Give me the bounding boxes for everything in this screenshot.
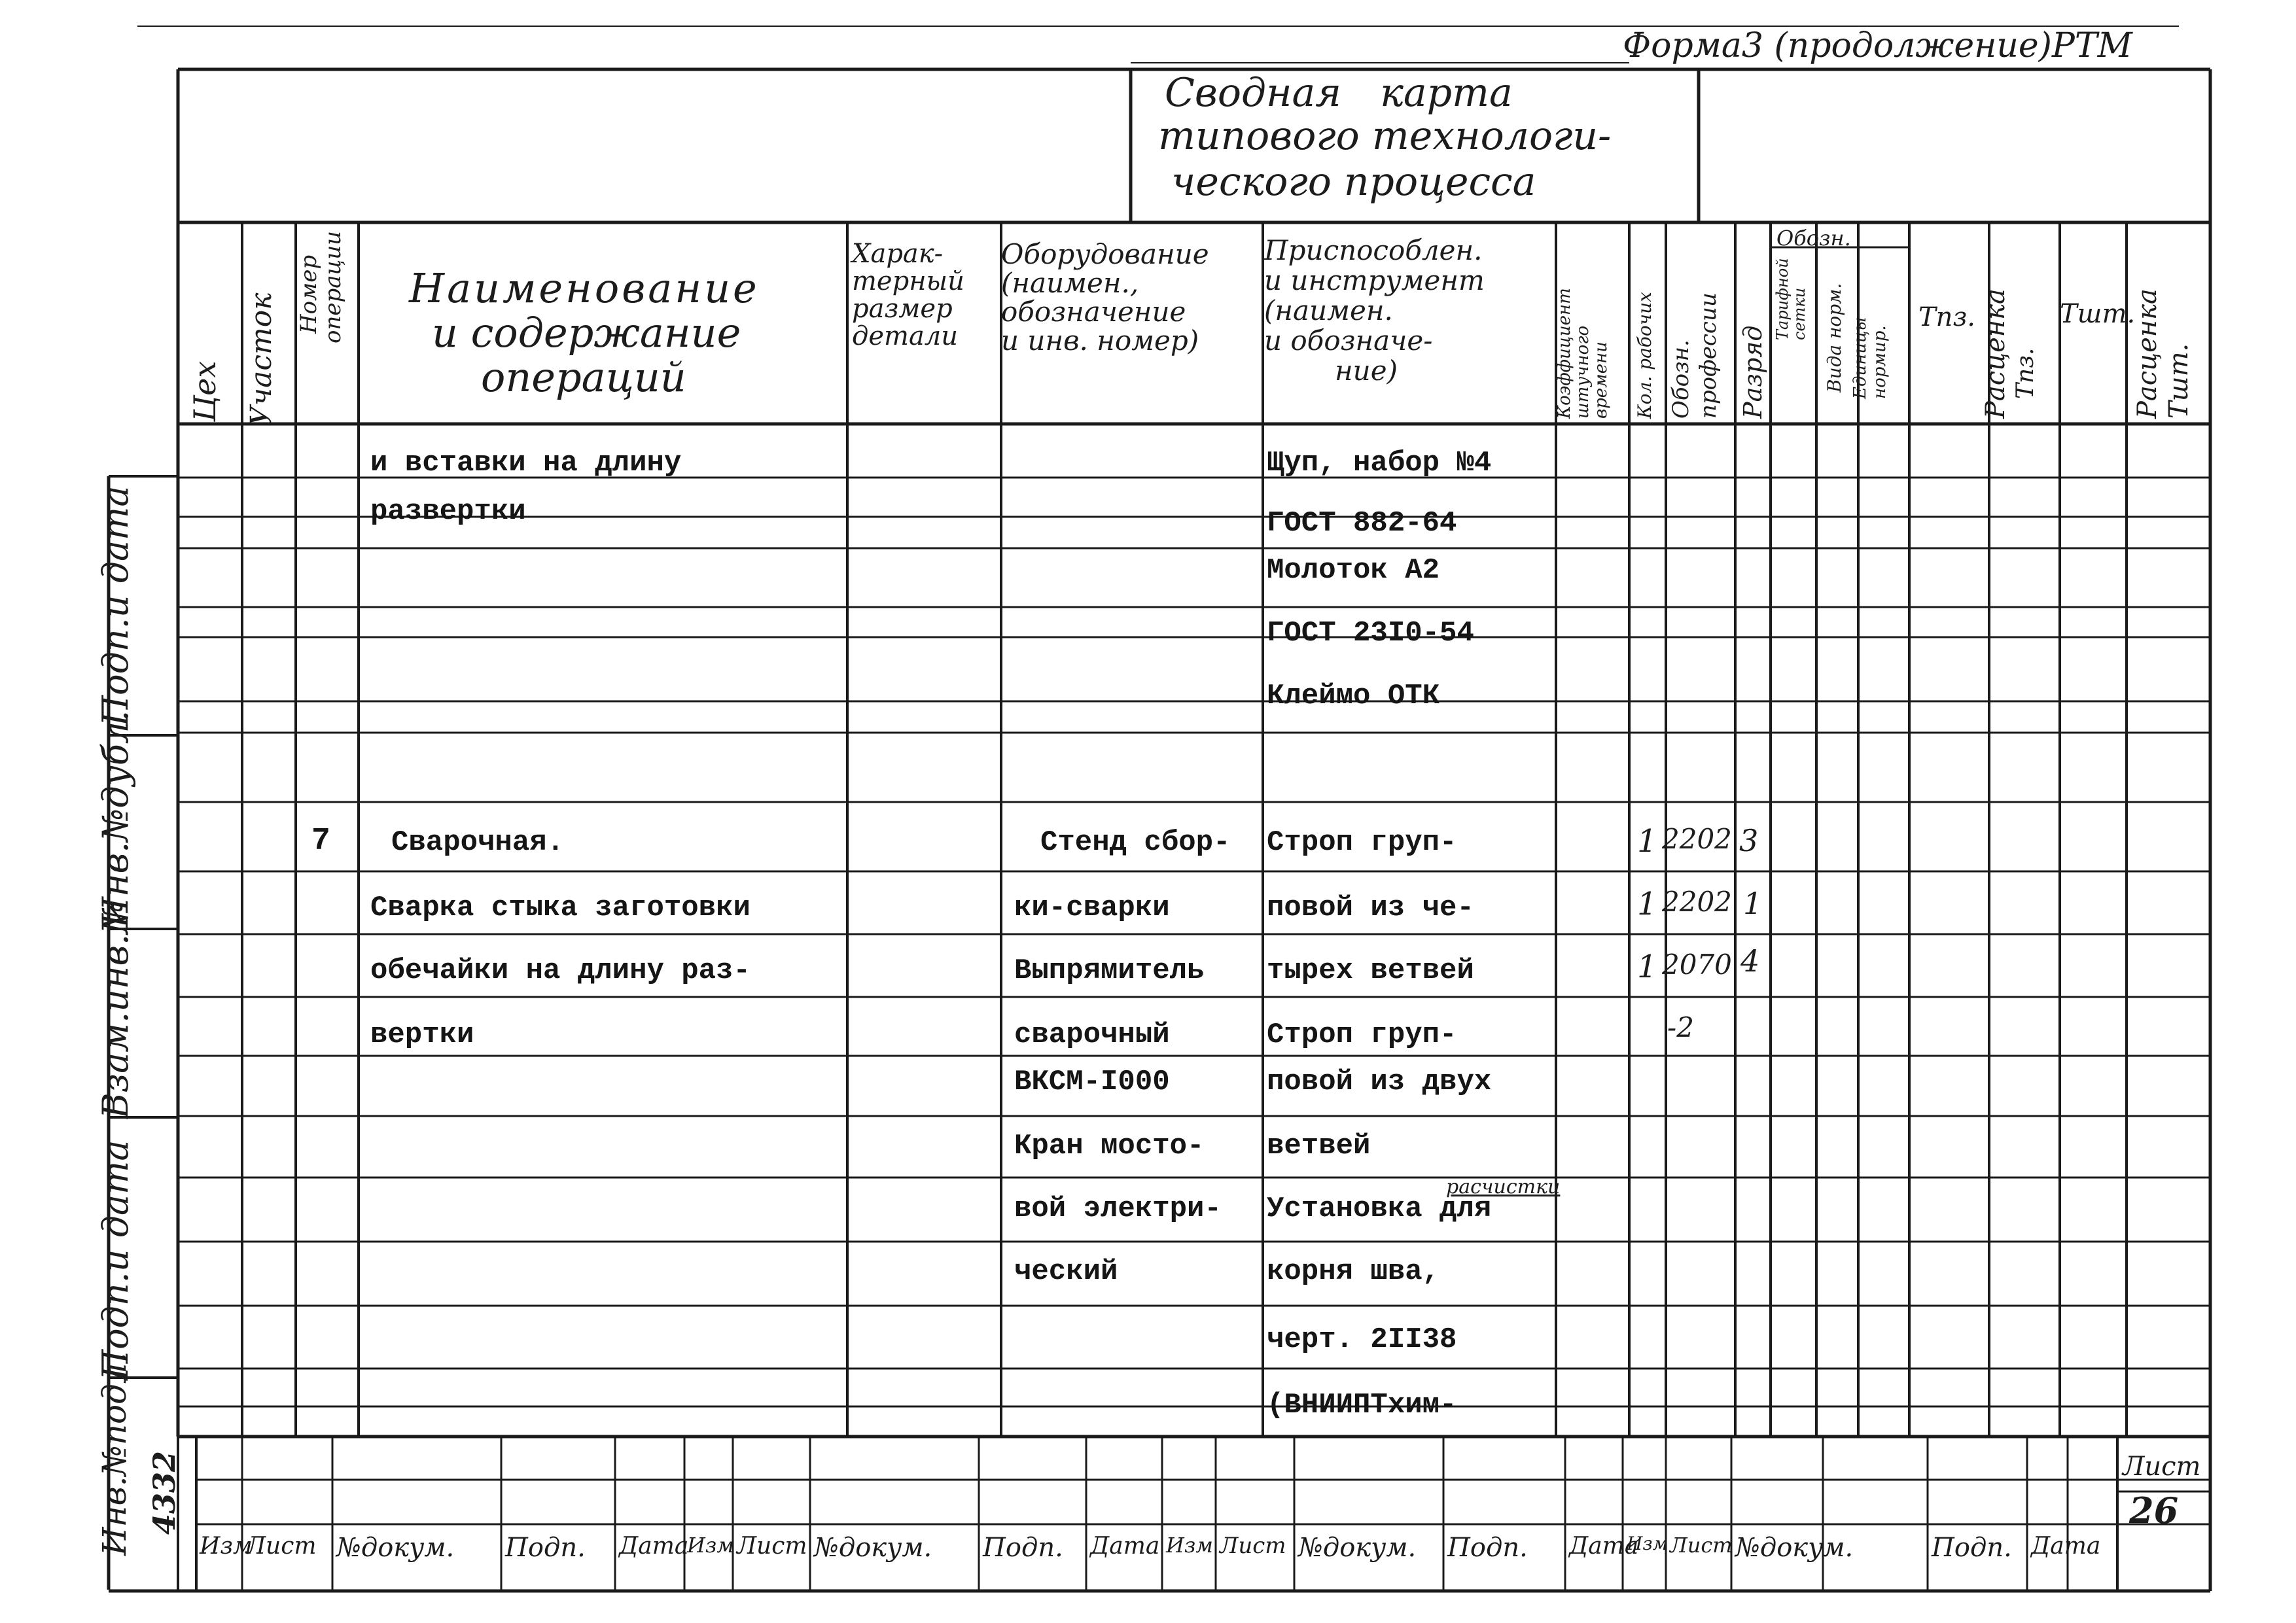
col-header-kol: Кол. рабочих: [1634, 292, 1655, 419]
col-header-prof-1: Обозн.: [1668, 340, 1694, 419]
footer-label: Изм: [200, 1533, 253, 1560]
prisp-line-2: ГОСТ 882-64: [1267, 507, 1457, 540]
col-header-tarif-2: сетки: [1790, 287, 1809, 340]
col-header-khar-4: детали: [852, 321, 959, 351]
prof-1: 2202: [1662, 823, 1732, 855]
title-line-1: Сводная карта: [1165, 70, 1513, 116]
obor-line-6: Кран мосто-: [1014, 1130, 1205, 1162]
kol-1: 1: [1637, 823, 1657, 860]
prisp-line-11: повой из двух: [1267, 1066, 1492, 1098]
prisp-line-10: Строп груп-: [1267, 1019, 1457, 1051]
prisp-note: расчистки: [1446, 1176, 1561, 1198]
col-header-tpz: Тпз.: [1918, 302, 1975, 332]
footer-label: №докум.: [336, 1533, 455, 1563]
prisp-line-15: черт. 2II38: [1267, 1323, 1457, 1356]
form-label: Форма3 (продолжение)РТМ: [1623, 26, 2132, 65]
razr-1: 3: [1739, 823, 1759, 858]
side-label-inv-podl: Инв.№подл.: [96, 1352, 133, 1556]
obor-line-1: Стенд сбор-: [1040, 826, 1231, 859]
footer-label: Лист: [246, 1533, 317, 1560]
prof-4: -2: [1667, 1011, 1694, 1043]
side-label-podp-data-2: Подп.и дата: [95, 1140, 136, 1380]
kol-3: 1: [1637, 949, 1657, 985]
prisp-line-8: повой из че-: [1267, 892, 1474, 924]
prisp-line-7: Строп груп-: [1267, 826, 1457, 859]
col-header-edin-1: Единицы: [1850, 317, 1870, 399]
col-header-tarif-1: Тарифной: [1773, 258, 1792, 340]
prisp-line-13: Установка для: [1267, 1193, 1492, 1225]
oper-number: 7: [311, 824, 330, 859]
col-header-khar-2: терный: [852, 266, 964, 296]
prisp-line-14: корня шва,: [1267, 1255, 1440, 1288]
prisp-line-3: Молоток А2: [1267, 554, 1440, 587]
col-header-koeff-3: времени: [1591, 341, 1611, 419]
footer-label: №докум.: [1298, 1533, 1417, 1563]
col-header-naim-2: и содержание: [432, 309, 741, 357]
col-header-khar-1: Харак-: [852, 239, 944, 269]
side-label-inv-dubl: Инв.№дубл.: [95, 710, 136, 928]
footer-label: Подп.: [505, 1533, 586, 1563]
footer-label: Подп.: [1447, 1533, 1528, 1563]
col-header-razryad: Разряд: [1739, 325, 1767, 419]
prisp-line-1: Щуп, набор №4: [1267, 447, 1492, 480]
col-header-obor-3: обозначение: [1001, 296, 1186, 328]
col-header-khar-3: размер: [852, 294, 953, 324]
footer-label: Дата: [1569, 1533, 1639, 1560]
razr-3: 4: [1740, 943, 1760, 979]
naim-line-11: вертки: [370, 1019, 474, 1051]
col-header-edin-2: нормир.: [1870, 325, 1890, 399]
col-header-prisp-4: и обозначе-: [1264, 324, 1433, 357]
footer-label: Изм: [1627, 1533, 1668, 1554]
footer-label: Изм: [1166, 1533, 1213, 1558]
col-header-rast-tsht-1: Расценка: [2132, 288, 2163, 419]
col-header-prisp-5: ние): [1335, 355, 1398, 387]
col-header-nomer-2: операции: [320, 230, 346, 343]
col-header-rast-tpz-2: Тпз.: [2012, 347, 2039, 399]
prof-3: 2070: [1662, 949, 1732, 981]
prisp-line-16: (ВНИИПТхим-: [1267, 1389, 1457, 1422]
footer-label: Изм: [687, 1533, 734, 1558]
col-header-koeff-1: Коэффициент: [1555, 288, 1574, 419]
col-header-oboz-group: Обозн.: [1776, 226, 1851, 251]
obor-line-3: Выпрямитель: [1014, 954, 1205, 987]
obor-line-7: вой электри-: [1014, 1193, 1222, 1225]
title-line-3: ческого процесса: [1171, 159, 1536, 205]
col-header-uchastok: Участок: [245, 292, 278, 427]
obor-line-5: ВКСМ-I000: [1014, 1066, 1170, 1098]
naim-line-8: Сварочная.: [391, 826, 565, 859]
footer-label: Лист: [737, 1533, 807, 1560]
col-header-rast-tpz-1: Расценка: [1981, 288, 2011, 419]
obor-line-2: ки-сварки: [1014, 892, 1170, 924]
col-header-nomer-1: Номер: [296, 254, 322, 334]
prof-2: 2202: [1662, 886, 1732, 918]
prisp-line-4: ГОСТ 23I0-54: [1267, 617, 1474, 650]
obor-line-8: ческий: [1014, 1255, 1118, 1288]
side-label-vzam-inv: Взам.инв.№: [95, 900, 136, 1119]
col-header-prisp-1: Приспособлен.: [1264, 234, 1483, 266]
naim-line-9: Сварка стыка заготовки: [370, 892, 751, 924]
footer-label: Дата: [619, 1533, 689, 1560]
sheet-number: 26: [2129, 1490, 2179, 1531]
col-header-naim-1: Наименование: [409, 264, 760, 312]
obor-line-4: сварочный: [1014, 1019, 1170, 1051]
col-header-obor-2: (наимен.,: [1001, 267, 1139, 299]
side-stamp: 4332: [147, 1450, 182, 1535]
naim-line-1: и вставки на длину: [370, 447, 682, 480]
col-header-obor-4: и инв. номер): [1001, 324, 1199, 357]
col-header-tsht: Тшт.: [2060, 299, 2136, 329]
col-header-prisp-3: (наимен.: [1264, 294, 1393, 326]
side-label-podp-data-1: Подп.и дата: [95, 485, 136, 726]
naim-line-2: развертки: [370, 495, 526, 528]
col-header-koeff-2: штучного: [1573, 325, 1593, 419]
col-header-rast-tsht-2: Тшт.: [2164, 343, 2194, 419]
sheet-label: Лист: [2123, 1452, 2201, 1482]
footer-label: Лист: [1220, 1533, 1286, 1559]
footer-label: Подп.: [983, 1533, 1063, 1563]
col-header-prisp-2: и инструмент: [1264, 264, 1485, 296]
footer-label: №докум.: [814, 1533, 932, 1563]
kol-2: 1: [1637, 886, 1657, 922]
footer-label: Дата: [2031, 1533, 2101, 1560]
prisp-line-9: тырех ветвей: [1267, 954, 1474, 987]
col-header-prof-2: профессии: [1695, 292, 1722, 419]
prisp-line-5: Клеймо ОТК: [1267, 680, 1440, 712]
col-header-obor-1: Оборудование: [1001, 238, 1209, 270]
naim-line-10: обечайки на длину раз-: [370, 954, 751, 987]
footer-label: Лист: [1670, 1533, 1733, 1558]
footer-label: Подп.: [1932, 1533, 2012, 1563]
col-header-tsekh: Цех: [187, 360, 222, 422]
col-header-naim-3: операций: [481, 353, 686, 401]
razr-2: 1: [1743, 886, 1763, 921]
prisp-line-12: ветвей: [1267, 1130, 1371, 1162]
title-line-2: типового технологи-: [1158, 113, 1612, 159]
footer-label: Дата: [1090, 1533, 1160, 1560]
footer-label: №докум.: [1735, 1533, 1854, 1563]
col-header-vida: Вида норм.: [1824, 283, 1845, 393]
